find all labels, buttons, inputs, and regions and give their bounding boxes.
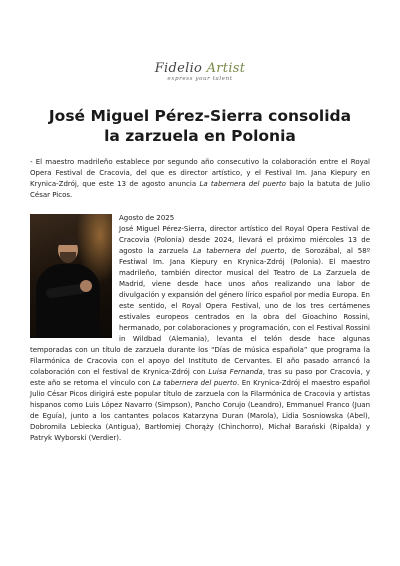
page-title xyxy=(30,106,370,146)
logo-tagline: express your talent xyxy=(167,76,233,82)
logo-name-part2: Artist xyxy=(206,61,246,76)
article-text-4: . En Krynica-Zdrój el maestro español Julio César Picos dirigirá este popular título de zarzuela con la Filarmónica de Cracovia y artistas hispanos como Luis López Navarro (Simpson), Pancho Corujo (Leandro), Emmanuel Franco (Juan de Eguía), junto a los cantantes polacos Katarzyna Duran (Marola), Lidia Sosniowska (Abel), Dobromila Lebiecka (Antigua), Bartłomiej Chorąży (Chinchorro), Michał Barański (Ripalda) y Patryk Wyborski (Verdier). xyxy=(30,379,370,442)
article-work-title-3: La tabernera del puerto xyxy=(152,379,237,387)
article-text-3: , tras su paso por Cracovia, y este año se retoma el vínculo con xyxy=(30,368,370,387)
article-date: Agosto de 2025 xyxy=(119,214,175,222)
article-work-title-1: La tabernera del puerto xyxy=(193,247,285,255)
article-text-2: , de Sorozábal, al 58º Festiwal Im. Jana Kiepury en Krynica-Zdrój (Polonia). El maestro madrileño, también director musical del Teatro de La Zarzuela de Madrid, viene desde hace unos años realizando una labor de divulgación y expansión del género lírico español por media Europa. En este sentido, el Royal Opera Festival, uno de los tres certámenes estivales europeos centrados en la obra del Gioachino Rossini, hermanado, por colaboraciones y programación, con el Festival Rossini in Wildbad (Alemania), levanta el telón desde hace algunas temporadas con un título de zarzuela durante los “Días de música española” que programa la Filarmónica de Cracovia con el apoyo del Instituto de Cervantes. El año pasado arrancó la colaboración con el festival de Krynica-Zdrój con xyxy=(30,247,370,376)
logo-wordmark xyxy=(0,62,400,76)
article-text-1: José Miguel Pérez-Sierra, director artístico del Royal Opera Festival de Cracovia (Polonia) desde 2024, llevará el próximo miércoles 13 de agosto la zarzuela xyxy=(119,225,370,255)
title-line-1: José Miguel Pérez-Sierra consolida xyxy=(48,107,352,125)
article-work-title-2: Luisa Fernanda xyxy=(208,368,263,376)
lead-paragraph xyxy=(30,157,370,201)
lead-text-2: bajo la batuta de Julio César Picos. xyxy=(30,180,370,199)
lead-text-1: - El maestro madrileño establece por segundo año consecutivo la colaboración entre el Royal Opera Festival de Cracovia, del que es director artístico, y el Festival Im. Jana Kiepury en Krynica-Zdrój, que este 13 de agosto anuncia xyxy=(30,158,370,188)
article-body xyxy=(30,213,370,444)
title-line-2: la zarzuela en Polonia xyxy=(104,127,296,145)
lead-work-title: La tabernera del puerto xyxy=(199,180,286,188)
logo-name-part1: Fidelio xyxy=(154,61,203,76)
fidelio-artist-logo xyxy=(0,62,400,83)
